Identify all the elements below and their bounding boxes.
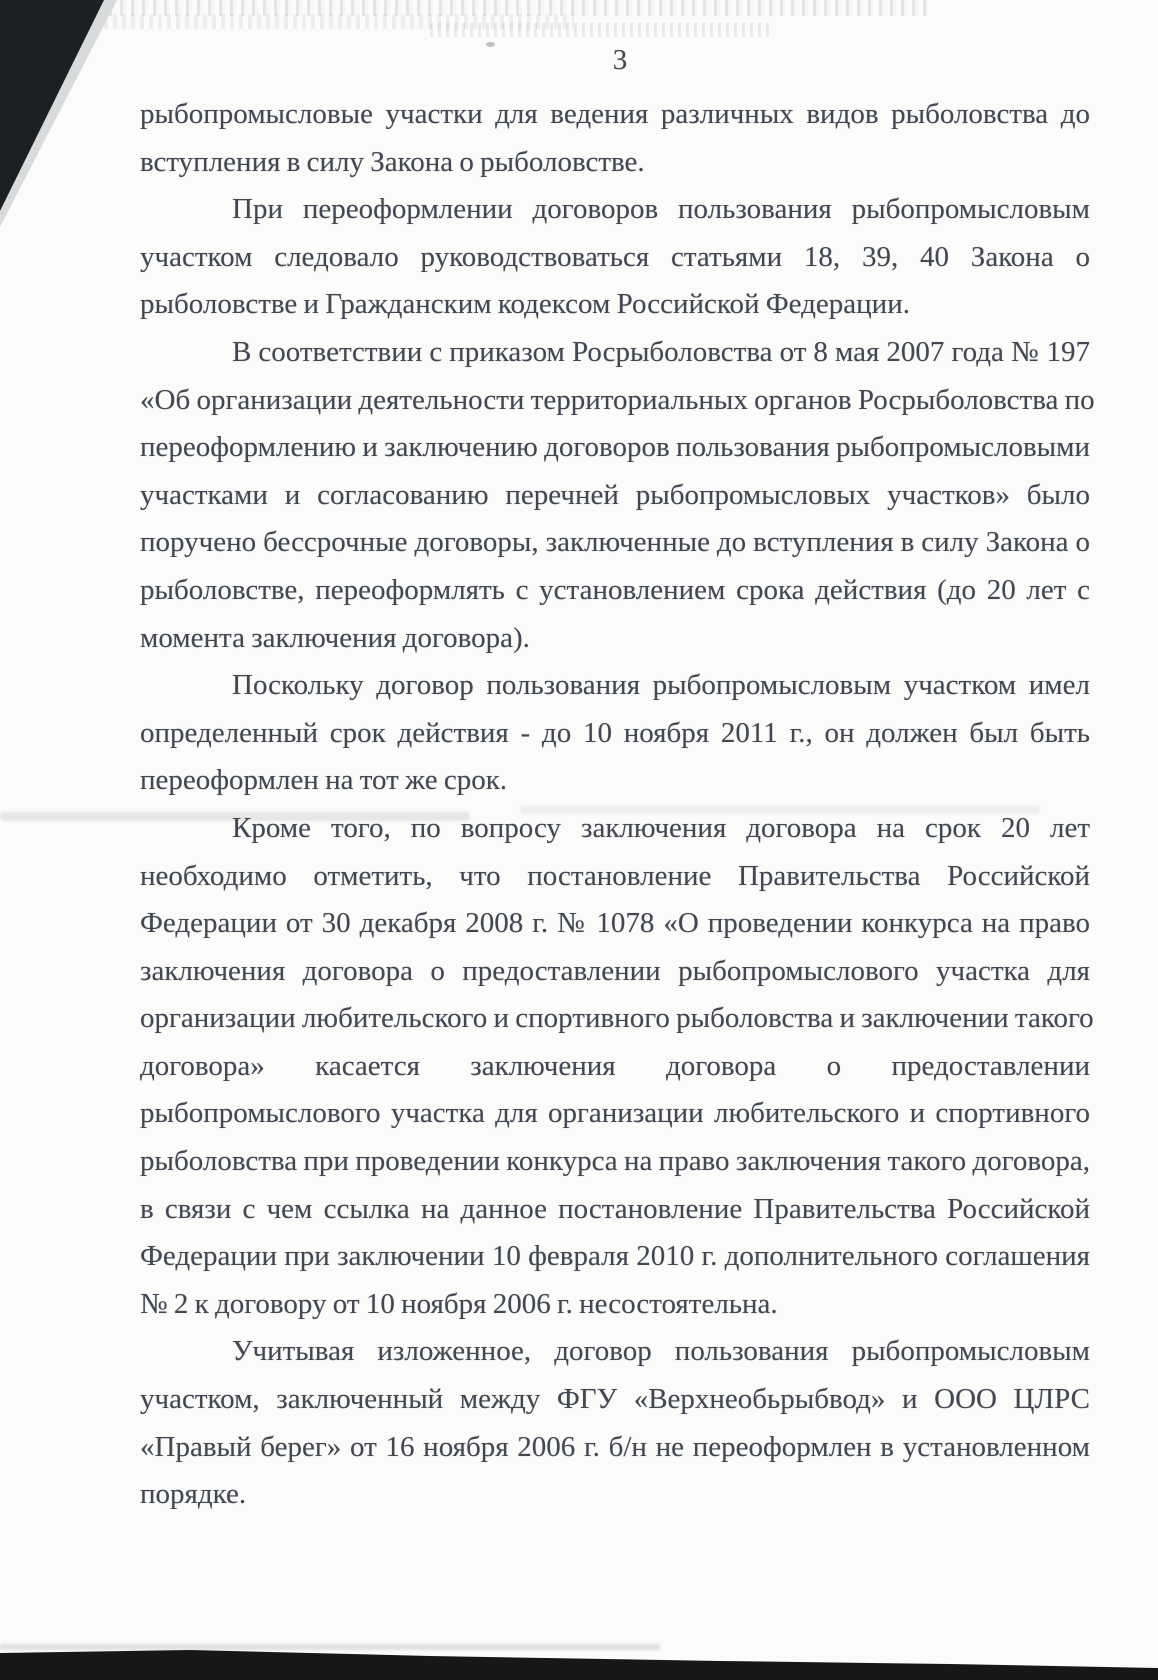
- text-line: «Об организации деятельности территориальных органов Росрыболовства по: [140, 383, 1095, 416]
- paragraph: [140, 1328, 1090, 1518]
- text-line: рыболовства при проведении конкурса на право заключения такого договора,: [140, 1145, 1090, 1178]
- text-line: в связи с чем ссылка на данное постановление Правительства Российской: [140, 1192, 1090, 1225]
- text-line: договора» касается заключения договора о предоставлении: [140, 1049, 1090, 1082]
- scan-speck: [486, 42, 495, 47]
- text-line: заключения договора о предоставлении рыбопромыслового участка для: [140, 954, 1090, 987]
- text-line: порядке.: [140, 1478, 247, 1511]
- paragraph: [140, 91, 1090, 186]
- text-line: Федерации при заключении 10 февраля 2010 г. дополнительного соглашения: [140, 1240, 1090, 1273]
- text-line: рыбопромысловые участки для ведения различных видов рыболовства до: [140, 98, 1090, 130]
- paragraph: [140, 662, 1090, 805]
- text-line: Федерации от 30 декабря 2008 г. № 1078 «О проведении конкурса на право: [140, 907, 1090, 940]
- text-line: переоформлен на тот же срок.: [140, 764, 508, 797]
- scan-noise-band: [98, 0, 928, 16]
- text-line: рыболовстве, переоформлять с установлением срока действия (до 20 лет с: [140, 573, 1090, 606]
- paragraph: [140, 805, 1094, 1329]
- text-line: поручено бессрочные договоры, заключенные до вступления в силу Закона о: [140, 526, 1090, 559]
- text-line: рыболовстве и Гражданским кодексом Российской Федерации.: [140, 288, 910, 321]
- text-line: При переоформлении договоров пользования рыбопромысловым: [232, 193, 1090, 226]
- paragraph: [140, 329, 1095, 662]
- text-line: определенный срок действия - до 10 ноября 2011 г., он должен был быть: [140, 716, 1090, 749]
- page-number: 3: [612, 44, 628, 76]
- scan-noise-band: [430, 23, 770, 37]
- text-line: «Правый берег» от 16 ноября 2006 г. б/н не переоформлен в установленном: [140, 1430, 1090, 1463]
- text-line: Поскольку договор пользования рыбопромысловым участком имел: [232, 669, 1090, 702]
- scan-noise-band: [104, 14, 574, 29]
- text-line: участками и согласованию перечней рыбопромысловых участков» было: [140, 478, 1090, 511]
- text-line: участком, заключенный между ФГУ «Верхнеобьрыбвод» и ООО ЦЛРС: [140, 1383, 1090, 1416]
- text-line: необходимо отметить, что постановление Правительства Российской: [140, 859, 1090, 892]
- document-body-text: [140, 91, 1095, 1519]
- scan-streak: [0, 1644, 660, 1650]
- text-line: момента заключения договора).: [140, 621, 530, 654]
- text-line: В соответствии с приказом Росрыболовства от 8 мая 2007 года № 197: [232, 335, 1090, 368]
- text-line: № 2 к договору от 10 ноября 2006 г. несостоятельна.: [140, 1287, 778, 1320]
- text-line: организации любительского и спортивного рыболовства и заключении такого: [140, 1002, 1094, 1035]
- text-line: участком следовало руководствоваться статьями 18, 39, 40 Закона о: [140, 240, 1090, 273]
- paragraph: [140, 186, 1090, 329]
- text-line: рыбопромыслового участка для организации любительского и спортивного: [140, 1097, 1090, 1130]
- text-line: вступления в силу Закона о рыболовстве.: [140, 145, 645, 178]
- text-line: Кроме того, по вопросу заключения договора на срок 20 лет: [232, 811, 1090, 844]
- text-line: переоформлению и заключению договоров пользования рыбопромысловыми: [140, 431, 1090, 464]
- text-line: Учитывая изложенное, договор пользования рыбопромысловым: [232, 1335, 1090, 1368]
